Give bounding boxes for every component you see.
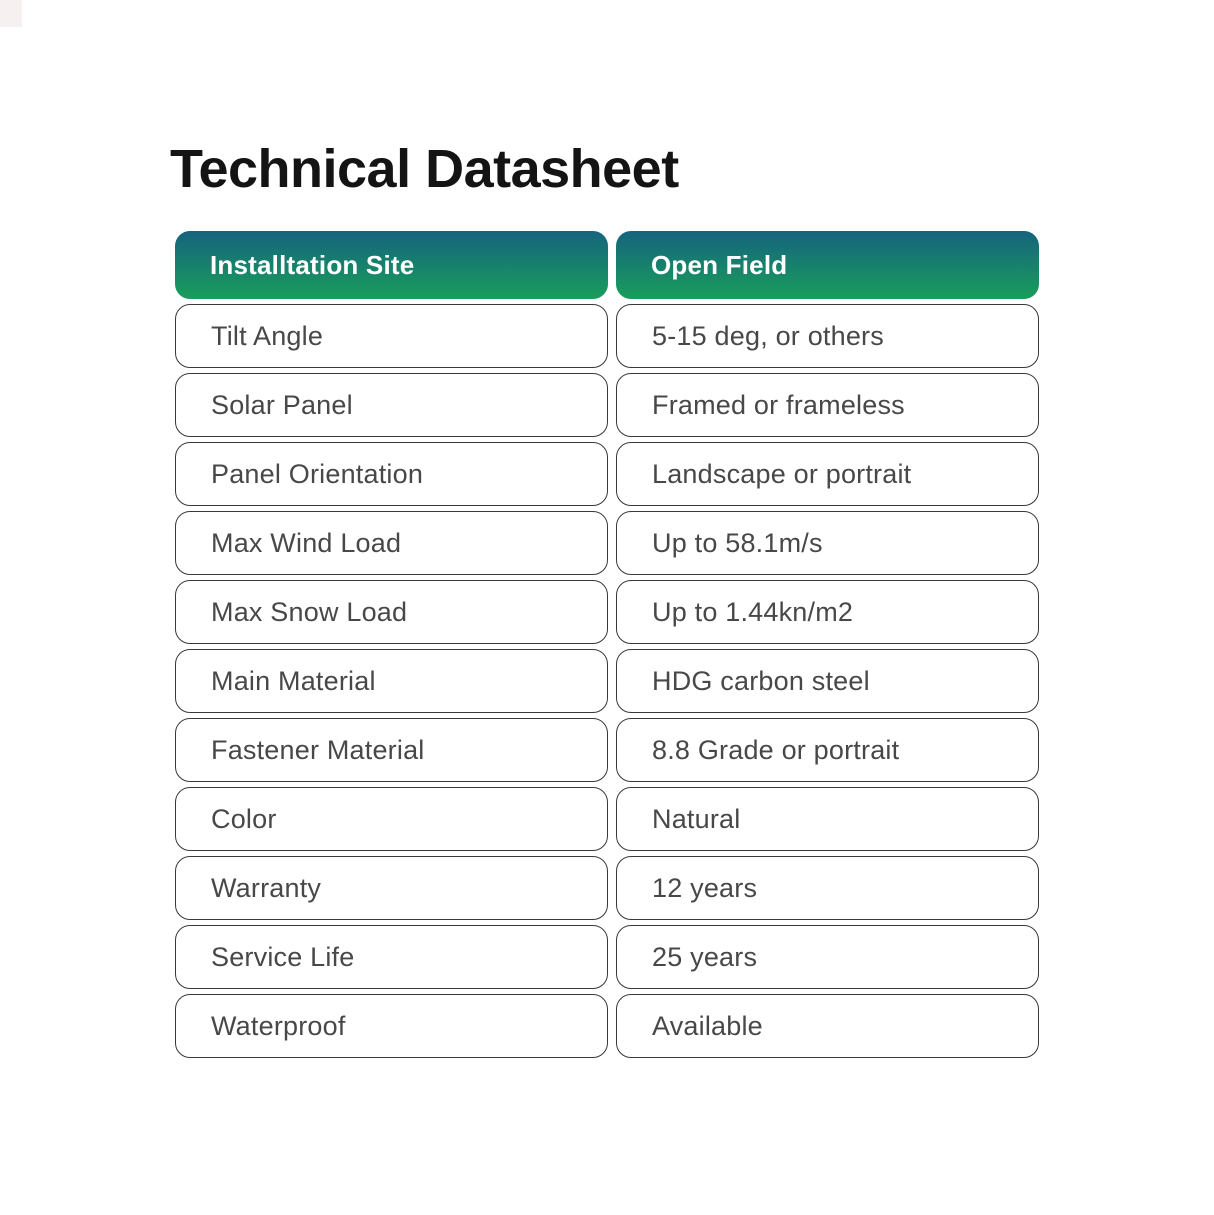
header-cell-open-field: Open Field [616,231,1039,299]
row-value-cell: 25 years [616,925,1039,989]
corner-artifact [0,0,22,27]
table-row [175,787,1039,851]
table-row [175,511,1039,575]
row-label-cell: Max Wind Load [175,511,608,575]
table-row [175,649,1039,713]
table-row [175,304,1039,368]
row-value-cell: Up to 58.1m/s [616,511,1039,575]
table-row [175,442,1039,506]
row-label-cell: Tilt Angle [175,304,608,368]
row-label-cell: Main Material [175,649,608,713]
row-value-cell: Available [616,994,1039,1058]
row-label-cell: Panel Orientation [175,442,608,506]
row-value-cell: HDG carbon steel [616,649,1039,713]
table-row [175,718,1039,782]
row-value-cell: Up to 1.44kn/m2 [616,580,1039,644]
page-title: Technical Datasheet [170,139,679,199]
row-label-cell: Warranty [175,856,608,920]
row-label-cell: Max Snow Load [175,580,608,644]
datasheet-table [175,231,1039,1058]
table-row [175,994,1039,1058]
table-row [175,856,1039,920]
table-row [175,925,1039,989]
row-label-cell: Color [175,787,608,851]
row-value-cell: Landscape or portrait [616,442,1039,506]
header-cell-installation-site: Installtation Site [175,231,608,299]
row-label-cell: Solar Panel [175,373,608,437]
table-row [175,373,1039,437]
row-value-cell: Natural [616,787,1039,851]
row-value-cell: 8.8 Grade or portrait [616,718,1039,782]
table-body [175,304,1039,1058]
row-label-cell: Waterproof [175,994,608,1058]
row-value-cell: 5-15 deg, or others [616,304,1039,368]
row-value-cell: Framed or frameless [616,373,1039,437]
row-label-cell: Service Life [175,925,608,989]
table-row [175,580,1039,644]
table-header-row [175,231,1039,299]
row-value-cell: 12 years [616,856,1039,920]
row-label-cell: Fastener Material [175,718,608,782]
